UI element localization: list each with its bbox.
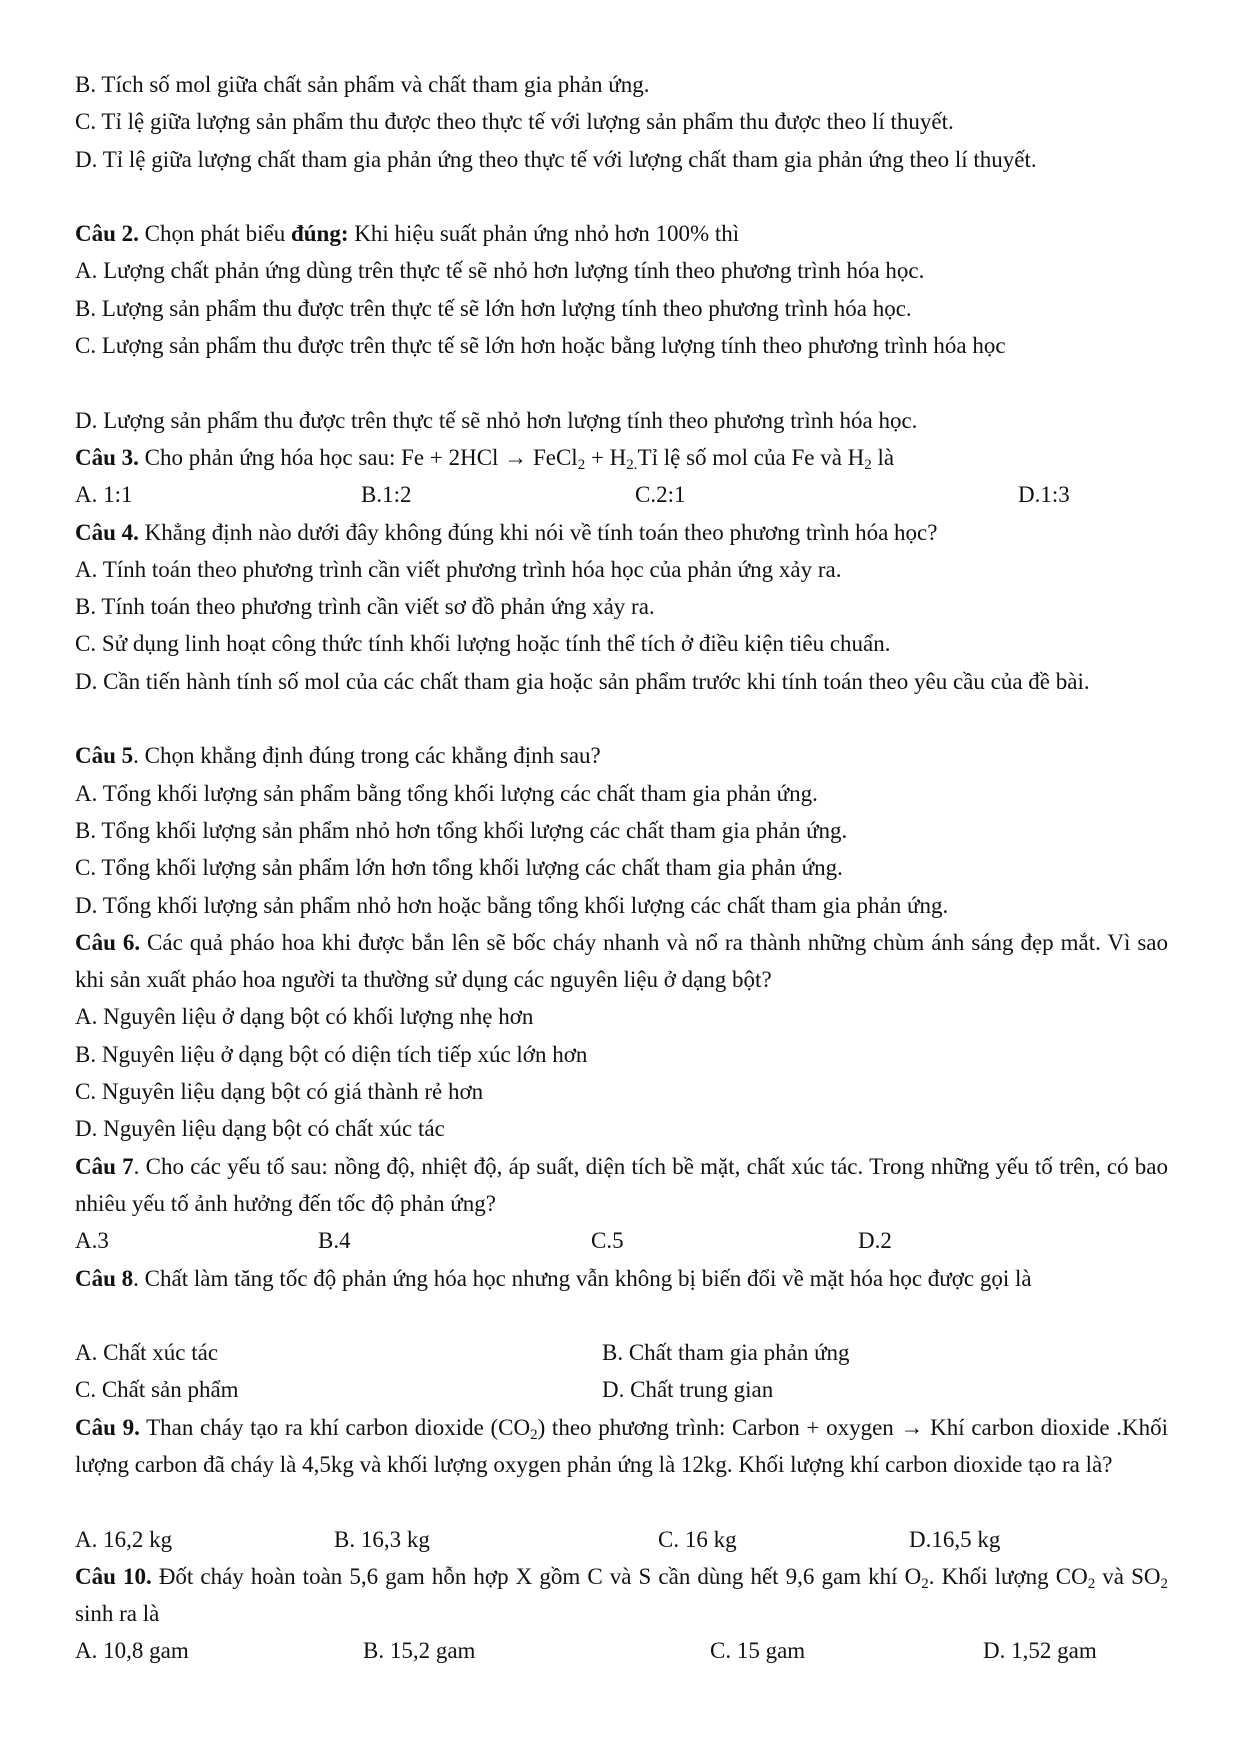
q9-option-d: D.16,5 kg [909, 1526, 1001, 1552]
q7-option-b: B.4 [318, 1228, 351, 1254]
q8-option-a: A. Chất xúc tác [75, 1340, 219, 1366]
q8-options-row-2 [75, 1371, 1168, 1408]
option-d-intro: D. Tỉ lệ giữa lượng chất tham gia phản ứng theo thực tế với lượng chất tham gia phản ứng theo lí thuyết. [75, 146, 1037, 172]
q7-option-c: C.5 [591, 1228, 624, 1254]
q8-option-d: D. Chất trung gian [602, 1377, 774, 1403]
question-8: Câu 8. Chất làm tăng tốc độ phản ứng hóa học nhưng vẫn không bị biến đổi về mặt hóa học được gọi là [75, 1265, 1032, 1291]
option-c-intro: C. Tỉ lệ giữa lượng sản phẩm thu được theo thực tế với lượng sản phẩm thu được theo lí thuyết. [75, 109, 954, 135]
q9-options [75, 1521, 1168, 1558]
q7-option-a: A.3 [75, 1228, 109, 1254]
question-2: Câu 2. Chọn phát biểu đúng: Khi hiệu suất phản ứng nhỏ hơn 100% thì [75, 221, 740, 247]
q2-option-d: D. Lượng sản phẩm thu được trên thực tế sẽ nhỏ hơn lượng tính theo phương trình hóa học. [75, 407, 918, 433]
question-label: Câu 6. [75, 929, 141, 955]
q4-option-a: A. Tính toán theo phương trình cần viết phương trình hóa học của phản ứng xảy ra. [75, 556, 842, 582]
q9-option-c: C. 16 kg [658, 1526, 737, 1552]
question-label: Câu 7 [75, 1153, 134, 1179]
q2-option-a: A. Lượng chất phản ứng dùng trên thực tế sẽ nhỏ hơn lượng tính theo phương trình hóa học. [75, 258, 925, 284]
q10-option-c: C. 15 gam [710, 1638, 806, 1664]
question-label: Câu 9. [75, 1414, 140, 1440]
q3-options [75, 476, 1168, 513]
q8-options-row-1 [75, 1334, 1168, 1371]
q5-option-b: B. Tổng khối lượng sản phẩm nhỏ hơn tổng khối lượng các chất tham gia phản ứng. [75, 817, 848, 843]
question-3: Câu 3. Cho phản ứng hóa học sau: Fe + 2HCl → FeCl$_2$ + $H_{2.}Tỉ$ lệ số mol của Fe và $H_2$ là [75, 444, 895, 473]
q4-option-b: B. Tính toán theo phương trình cần viết sơ đồ phản ứng xảy ra. [75, 594, 655, 620]
q9-option-b: B. 16,3 kg [334, 1526, 430, 1552]
question-4: Câu 4. Khẳng định nào dưới đây không đúng khi nói về tính toán theo phương trình hóa học? [75, 519, 938, 545]
q2-option-c: C. Lượng sản phẩm thu được trên thực tế sẽ lớn hơn hoặc bằng lượng tính theo phương trình hóa học [75, 333, 1006, 359]
q3-option-b: B.1:2 [361, 482, 412, 508]
question-9: Câu 9. Than cháy tạo ra khí carbon dioxide $(CO_2)$ theo phương trình: Carbon + oxygen → Khí carbon dioxide .Khối lượng carbon đã cháy là 4,5kg và khối lượng oxygen phản ứng là 12kg. Khối lượng khí carbon dioxide tạo ra là? [75, 1414, 1169, 1477]
question-6: Câu 6. Các quả pháo hoa khi được bắn lên sẽ bốc cháy nhanh và nổ ra thành những chùm ánh sáng đẹp mắt. Vì sao khi sản xuất pháo hoa người ta thường sử dụng các nguyên liệu ở dạng bột? [75, 929, 1168, 993]
q3-option-a: A. 1:1 [75, 482, 133, 508]
q3-option-d: D.1:3 [1018, 482, 1070, 508]
q8-option-c: C. Chất sản phẩm [75, 1377, 239, 1403]
question-label: Câu 8 [75, 1265, 134, 1291]
q6-option-a: A. Nguyên liệu ở dạng bột có khối lượng nhẹ hơn [75, 1004, 534, 1030]
q10-option-a: A. 10,8 gam [75, 1638, 189, 1664]
q9-option-a: A. 16,2 kg [75, 1526, 173, 1552]
q6-option-c: C. Nguyên liệu dạng bột có giá thành rẻ hơn [75, 1079, 484, 1105]
worksheet-page [75, 66, 1168, 1670]
question-label: Câu 4. [75, 519, 139, 545]
question-label: Câu 10. [75, 1563, 152, 1589]
question-label: Câu 3. [75, 444, 139, 470]
question-label: Câu 5 [75, 743, 134, 769]
question-7: Câu 7. Cho các yếu tố sau: nồng độ, nhiệt độ, áp suất, diện tích bề mặt, chất xúc tác. Trong những yếu tố trên, có bao nhiêu yếu tố ảnh hưởng đến tốc độ phản ứng? [75, 1153, 1168, 1216]
q2-option-b: B. Lượng sản phẩm thu được trên thực tế sẽ lớn hơn lượng tính theo phương trình hóa học. [75, 295, 912, 321]
q10-option-b: B. 15,2 gam [363, 1638, 476, 1664]
question-label: Câu 2. [75, 221, 139, 247]
q5-option-a: A. Tổng khối lượng sản phẩm bằng tổng khối lượng các chất tham gia phản ứng. [75, 780, 818, 806]
question-10: Câu 10. Đốt cháy hoàn toàn 5,6 gam hỗn hợp X gồm C và S cần dùng hết 9,6 gam khí $O_2$. Khối lượng $CO_2$ và $SO_2$ sinh ra là [75, 1563, 1168, 1627]
q4-option-c: C. Sử dụng linh hoạt công thức tính khối lượng hoặc tính thể tích ở điều kiện tiêu chuẩn. [75, 631, 891, 657]
q6-option-b: B. Nguyên liệu ở dạng bột có diện tích tiếp xúc lớn hơn [75, 1041, 588, 1067]
q5-option-d: D. Tổng khối lượng sản phẩm nhỏ hơn hoặc bằng tổng khối lượng các chất tham gia phản ứng. [75, 892, 949, 918]
q8-option-b: B. Chất tham gia phản ứng [602, 1340, 850, 1366]
q7-option-d: D.2 [858, 1228, 892, 1254]
q10-options [75, 1632, 1168, 1669]
q7-options [75, 1222, 1168, 1259]
q5-option-c: C. Tổng khối lượng sản phẩm lớn hơn tổng khối lượng các chất tham gia phản ứng. [75, 855, 843, 881]
q10-option-d: D. 1,52 gam [983, 1638, 1097, 1664]
emphasis: đúng: [290, 221, 349, 247]
option-b-intro: B. Tích số mol giữa chất sản phẩm và chất tham gia phản ứng. [75, 72, 650, 97]
question-5: Câu 5. Chọn khẳng định đúng trong các khẳng định sau? [75, 743, 601, 769]
q4-option-d: D. Cần tiến hành tính số mol của các chất tham gia hoặc sản phẩm trước khi tính toán theo yêu cầu của đề bài. [75, 668, 1090, 694]
q3-option-c: C.2:1 [635, 482, 686, 508]
q6-option-d: D. Nguyên liệu dạng bột có chất xúc tác [75, 1116, 445, 1142]
